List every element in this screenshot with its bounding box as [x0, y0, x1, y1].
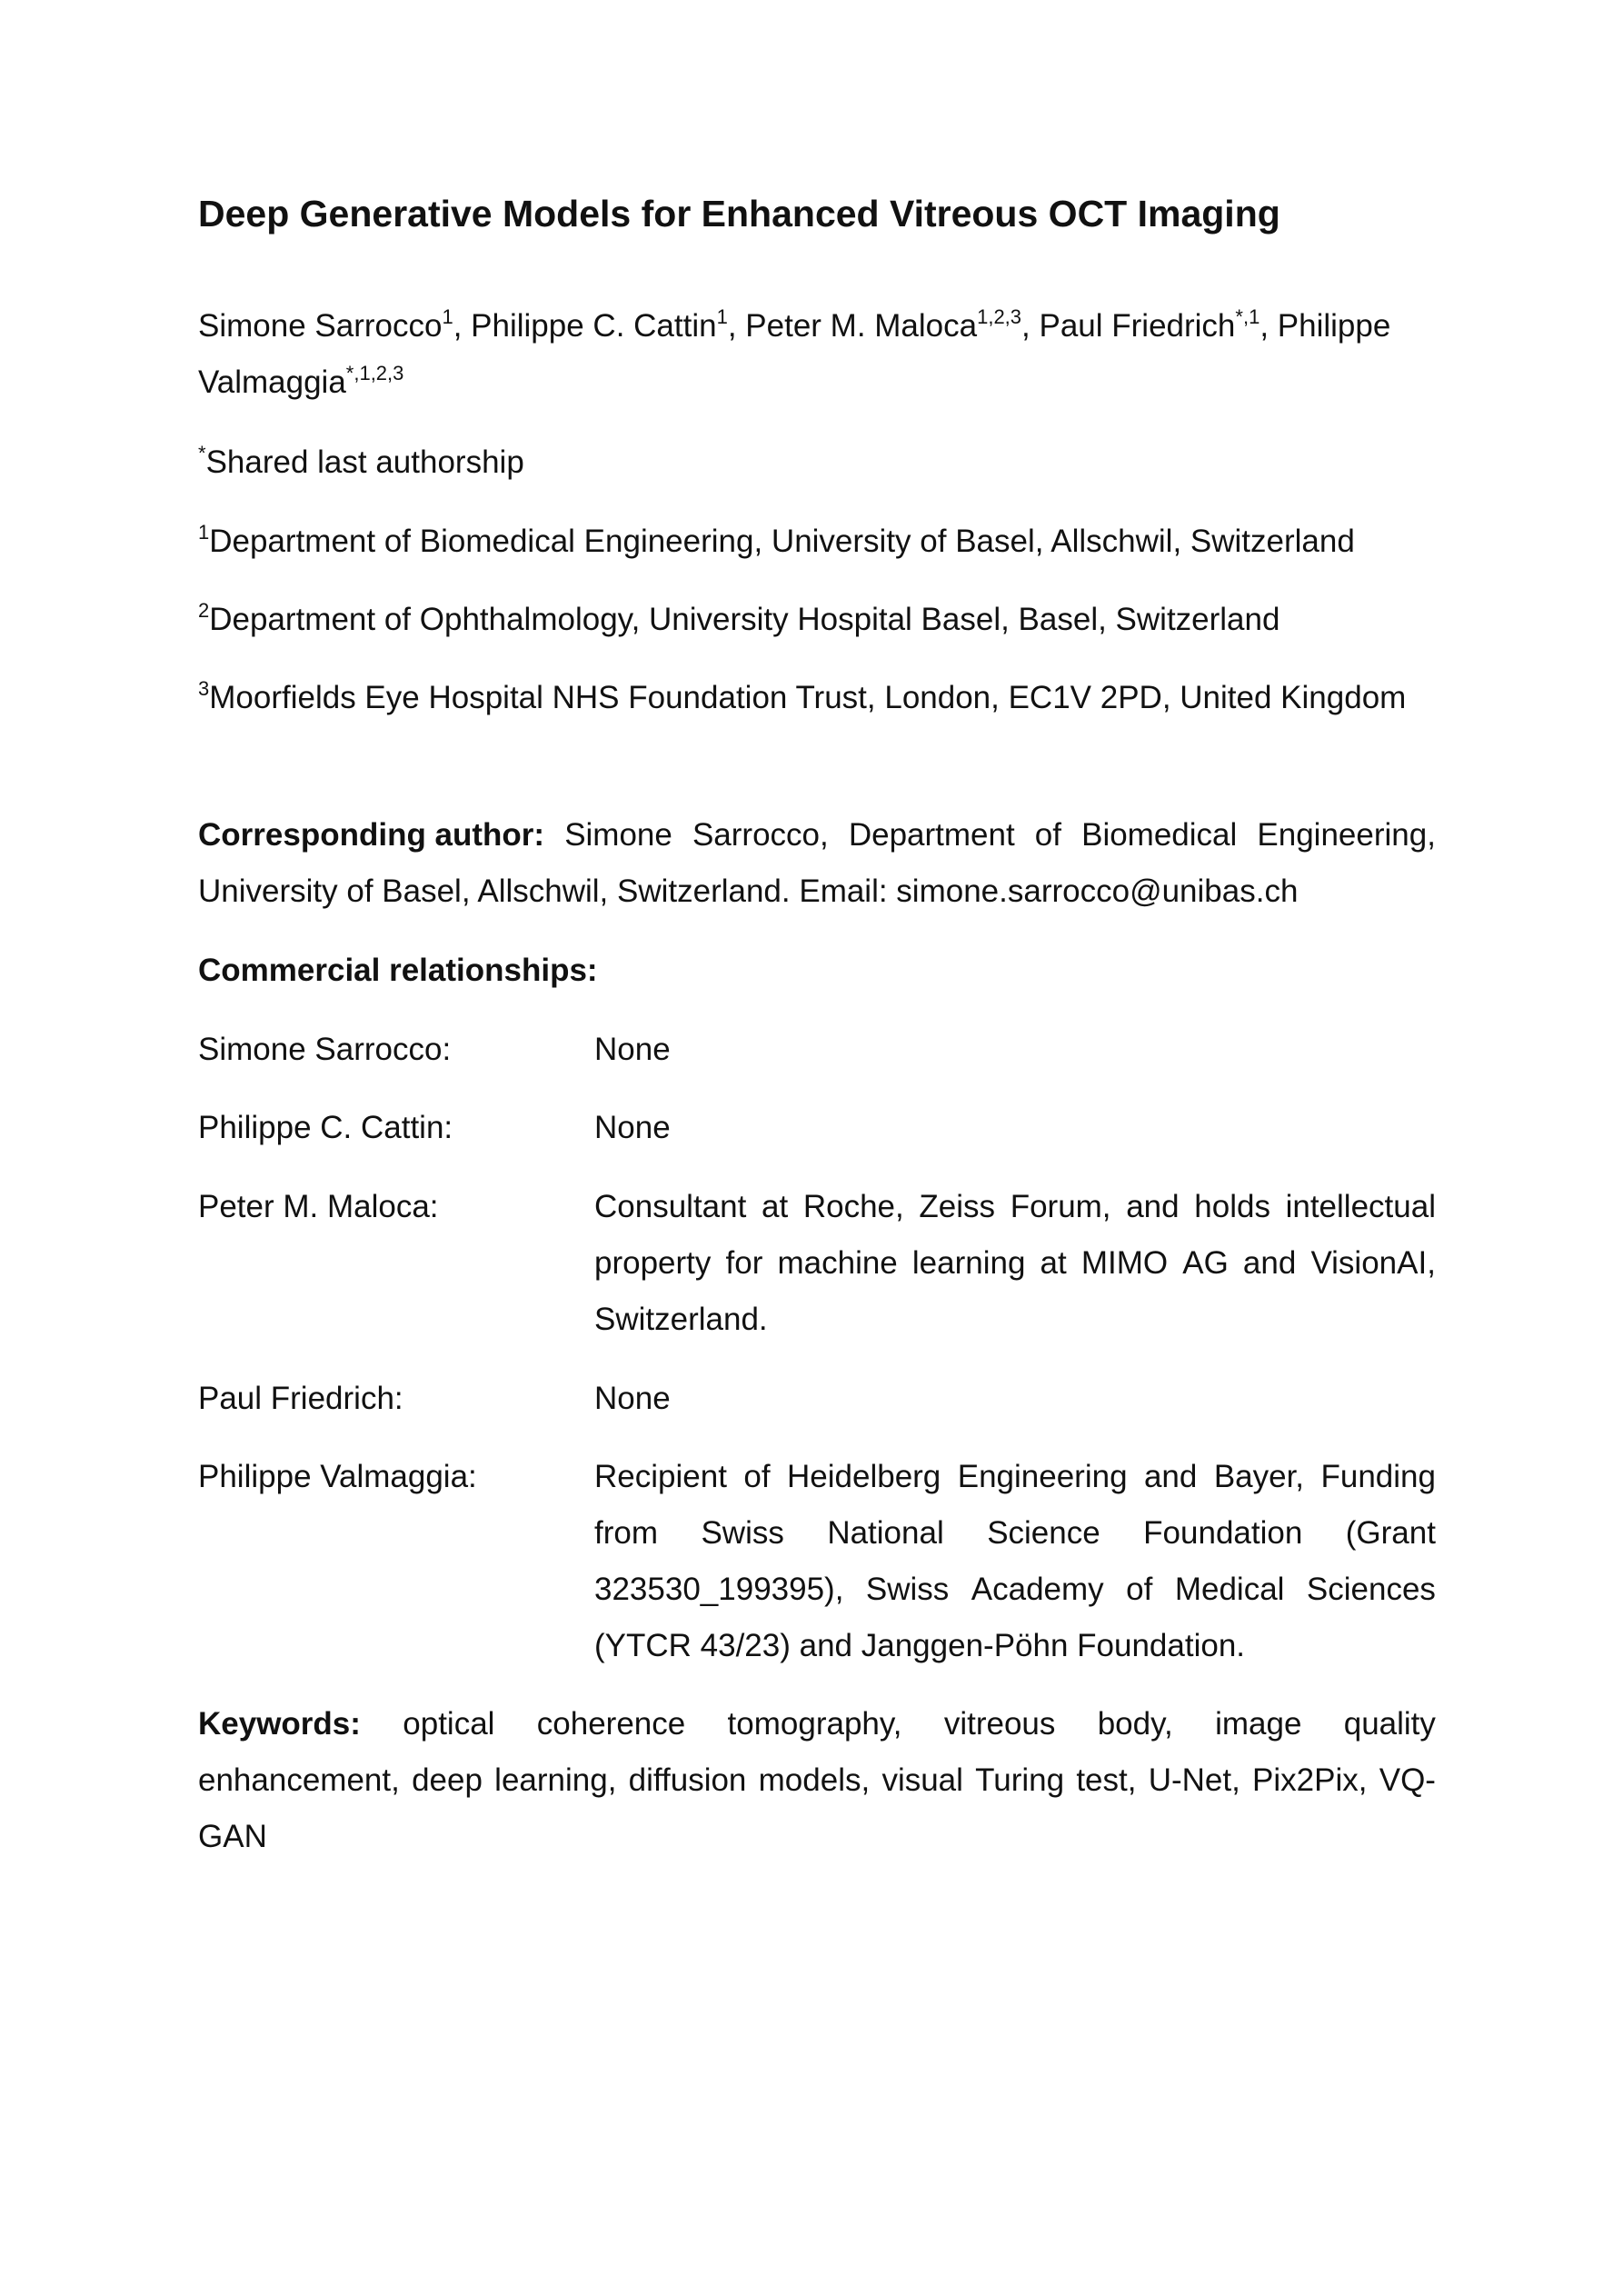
corresponding-text-2: University of Basel, Allschwil, Switzerland. Email: simone.sarrocco@unibas.ch	[198, 873, 1299, 909]
word: 323530_199395),	[594, 1572, 844, 1607]
affiliation-1	[198, 514, 1355, 570]
word: holds	[1194, 1189, 1270, 1224]
word: coherence	[536, 1706, 686, 1742]
author-affiliation-mark: 1,2,3	[977, 305, 1022, 328]
word: and	[1143, 1459, 1198, 1494]
relationship-name: Paul Friedrich:	[198, 1381, 403, 1416]
corresponding-line-1	[198, 807, 1436, 863]
relationship-line	[594, 1179, 1436, 1235]
word: VisionAI,	[1310, 1245, 1436, 1281]
relationship-name: Philippe Valmaggia:	[198, 1459, 477, 1494]
word: quality	[1343, 1706, 1436, 1742]
relationship-line: (YTCR 43/23) and Janggen-Pöhn Foundation.	[594, 1628, 1246, 1663]
relationship-value	[594, 1449, 1436, 1674]
author-name: Paul Friedrich	[1039, 308, 1236, 344]
relationship-name: Simone Sarrocco:	[198, 1032, 452, 1067]
word: Pix2Pix,	[1252, 1762, 1368, 1798]
author-separator: ,	[1260, 308, 1278, 344]
word: Bayer,	[1213, 1459, 1305, 1494]
relationship-name: Philippe C. Cattin:	[198, 1110, 453, 1145]
word: vitreous	[943, 1706, 1056, 1742]
word: Engineering,	[1257, 817, 1436, 853]
author-name: Philippe	[1277, 308, 1391, 344]
affiliation-number: 1	[198, 521, 210, 544]
word: enhancement,	[198, 1762, 400, 1798]
affiliation-text: Moorfields Eye Hospital NHS Foundation Trust, London, EC1V 2PD, United Kingdom	[209, 680, 1407, 715]
word: models,	[758, 1762, 871, 1798]
word: Science	[987, 1515, 1100, 1551]
relationship-line	[594, 1449, 1436, 1505]
word: intellectual	[1285, 1189, 1436, 1224]
word: Turing	[975, 1762, 1065, 1798]
word: optical	[403, 1706, 495, 1742]
affiliation-text: Department of Ophthalmology, University Hospital Basel, Basel, Switzerland	[209, 602, 1280, 637]
word: from	[594, 1515, 658, 1551]
word: deep	[412, 1762, 483, 1798]
word: learning,	[494, 1762, 617, 1798]
word: Academy	[971, 1572, 1104, 1607]
word: for	[725, 1245, 763, 1281]
word: property	[594, 1245, 712, 1281]
word: Swiss	[701, 1515, 784, 1551]
word: U-Net,	[1148, 1762, 1240, 1798]
word: body,	[1097, 1706, 1173, 1742]
relationship-line: None	[594, 1110, 671, 1145]
word: image	[1215, 1706, 1302, 1742]
shared-authorship-text: Shared last authorship	[205, 444, 524, 480]
word: National	[827, 1515, 944, 1551]
author-separator: ,	[1021, 308, 1040, 344]
word: Simone	[564, 817, 672, 853]
corresponding-label: Corresponding author:	[198, 817, 545, 853]
author-name: Philippe C. Cattin	[471, 308, 717, 344]
word: AG	[1182, 1245, 1229, 1281]
affiliation-3	[198, 670, 1406, 726]
word: machine	[777, 1245, 898, 1281]
shared-authorship-marker: *	[198, 442, 206, 464]
word: Consultant	[594, 1189, 747, 1224]
word: of	[1126, 1572, 1153, 1607]
keywords-line-3: GAN	[198, 1819, 267, 1854]
relationship-value	[594, 1179, 1436, 1348]
word: Forum,	[1010, 1189, 1111, 1224]
word: and	[1126, 1189, 1180, 1224]
word: Department	[848, 817, 1015, 853]
word: Sarrocco,	[692, 817, 829, 853]
word: VQ-	[1379, 1762, 1436, 1798]
relationship-value	[594, 1100, 1436, 1156]
word: of	[1034, 817, 1061, 853]
keywords-label: Keywords:	[198, 1706, 361, 1742]
word: Zeiss	[919, 1189, 996, 1224]
author-list	[198, 298, 1436, 411]
author-name: Peter M. Maloca	[745, 308, 978, 344]
keywords-line-1	[198, 1696, 1436, 1752]
author-affiliation-mark: *,1,2,3	[345, 362, 404, 384]
word: at	[761, 1189, 789, 1224]
relationship-line	[594, 1505, 1436, 1562]
relationship-value	[594, 1022, 1436, 1078]
affiliation-number: 3	[198, 677, 210, 700]
affiliation-2	[198, 592, 1279, 648]
word: Funding	[1320, 1459, 1436, 1494]
author-line-2	[198, 354, 1436, 411]
author-name: Simone Sarrocco	[198, 308, 443, 344]
word: tomography,	[727, 1706, 902, 1742]
affiliation-text: Department of Biomedical Engineering, University of Basel, Allschwil, Switzerland	[209, 524, 1355, 559]
word: Heidelberg	[787, 1459, 941, 1494]
author-separator: ,	[727, 308, 746, 344]
word: Sciences	[1306, 1572, 1436, 1607]
relationship-line: None	[594, 1032, 671, 1067]
word: (Grant	[1345, 1515, 1436, 1551]
keywords	[198, 1696, 1436, 1865]
word: at	[1040, 1245, 1067, 1281]
word: MIMO	[1080, 1245, 1169, 1281]
word: visual	[881, 1762, 963, 1798]
keywords-line-2	[198, 1752, 1436, 1809]
word: of	[743, 1459, 771, 1494]
shared-authorship-note	[198, 434, 524, 491]
paper-title: Deep Generative Models for Enhanced Vitreous OCT Imaging	[198, 193, 1280, 235]
word: learning	[911, 1245, 1026, 1281]
word: Biomedical	[1081, 817, 1238, 853]
word: Engineering	[957, 1459, 1128, 1494]
word: Medical	[1174, 1572, 1285, 1607]
affiliation-number: 2	[198, 599, 210, 622]
word: test,	[1076, 1762, 1137, 1798]
relationship-line: Switzerland.	[594, 1302, 768, 1337]
author-name: Valmaggia	[198, 364, 346, 400]
corresponding-line-2	[198, 863, 1436, 920]
word: diffusion	[628, 1762, 747, 1798]
commercial-heading: Commercial relationships:	[198, 953, 598, 988]
word: Recipient	[594, 1459, 727, 1494]
author-affiliation-mark: *,1	[1235, 305, 1260, 328]
relationship-line	[594, 1235, 1436, 1292]
relationship-line	[594, 1562, 1436, 1618]
word: Roche,	[802, 1189, 904, 1224]
word: Foundation	[1143, 1515, 1303, 1551]
corresponding-author	[198, 807, 1436, 920]
author-affiliation-mark: 1	[442, 305, 453, 328]
word: and	[1242, 1245, 1297, 1281]
relationship-value	[594, 1371, 1436, 1427]
word: Swiss	[865, 1572, 950, 1607]
relationship-name: Peter M. Maloca:	[198, 1189, 439, 1224]
author-affiliation-mark: 1	[716, 305, 728, 328]
author-separator: ,	[453, 308, 472, 344]
relationship-line: None	[594, 1381, 671, 1416]
author-line-1	[198, 298, 1436, 354]
